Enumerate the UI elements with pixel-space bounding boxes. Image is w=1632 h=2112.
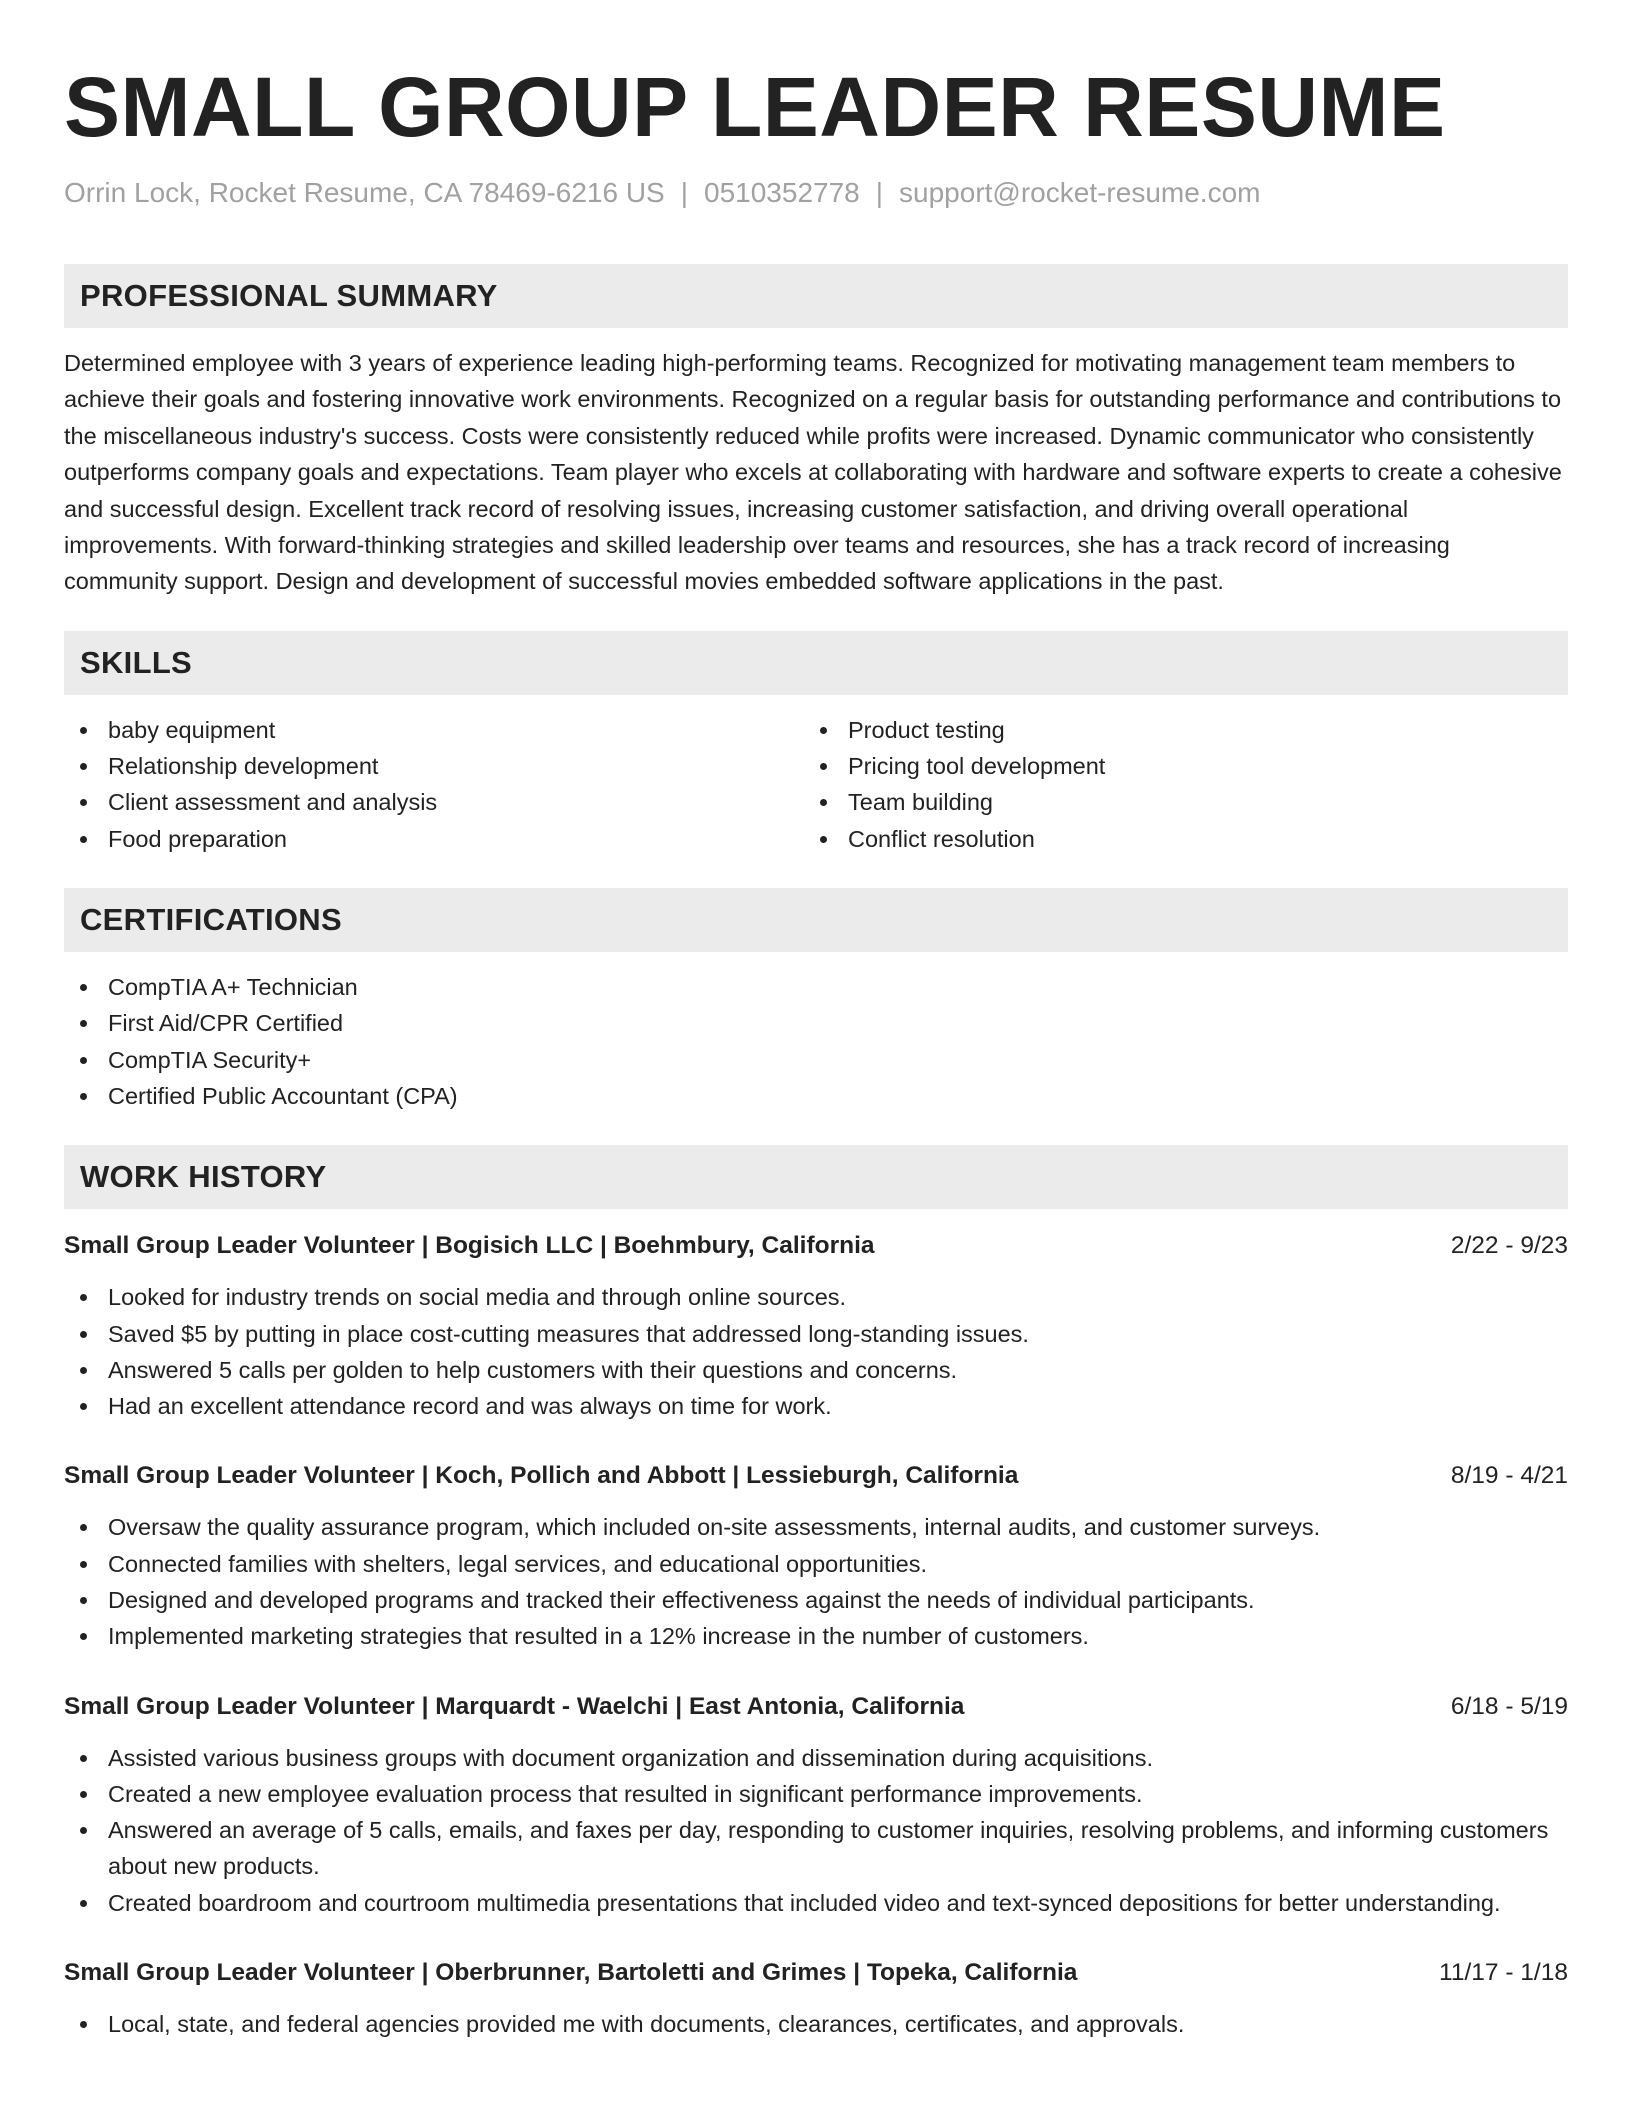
skill-item: Conflict resolution [804, 821, 1544, 857]
summary-section-header [64, 264, 1568, 328]
job-bullet: Created boardroom and courtroom multimedia presentations that included video and text-synced depositions for better understanding. [64, 1885, 1568, 1921]
job-title: Small Group Leader Volunteer | Bogisich LLC | Boehmbury, California [64, 1232, 875, 1260]
certifications-heading: CERTIFICATIONS [80, 902, 342, 938]
job-bullet: Assisted various business groups with document organization and dissemination during acquisitions. [64, 1740, 1568, 1776]
job-header [64, 1458, 1568, 1494]
job-title: Small Group Leader Volunteer | Marquardt - Waelchi | East Antonia, California [64, 1692, 965, 1720]
work-history-heading: WORK HISTORY [80, 1159, 327, 1195]
job-bullets [64, 2006, 1568, 2042]
job-entry [64, 1228, 1568, 1424]
contact-address: Orrin Lock, Rocket Resume, CA 78469-6216 US [64, 177, 665, 208]
summary-heading: PROFESSIONAL SUMMARY [80, 278, 498, 313]
job-title: Small Group Leader Volunteer | Koch, Pollich and Abbott | Lessieburgh, California [64, 1462, 1019, 1490]
skills-list-right [804, 712, 1544, 857]
skill-item: Relationship development [64, 748, 804, 784]
job-dates: 6/18 - 5/19 [1450, 1692, 1568, 1720]
skills-list-left [64, 712, 804, 857]
job-bullet: Connected families with shelters, legal services, and educational opportunities. [64, 1546, 1568, 1582]
job-bullet: Had an excellent attendance record and was always on time for work. [64, 1388, 1568, 1424]
skill-item: Client assessment and analysis [64, 784, 804, 820]
job-bullet: Looked for industry trends on social media and through online sources. [64, 1279, 1568, 1315]
certifications-list [64, 969, 1568, 1114]
job-bullet: Saved $5 by putting in place cost-cutting measures that addressed long-standing issues. [64, 1316, 1568, 1352]
job-bullet: Created a new employee evaluation process that resulted in significant performance improvements. [64, 1776, 1568, 1812]
job-header [64, 1689, 1568, 1725]
job-entry [64, 1955, 1568, 2042]
job-title: Small Group Leader Volunteer | Oberbrunner, Bartoletti and Grimes | Topeka, California [64, 1959, 1078, 1987]
job-entry [64, 1689, 1568, 1921]
contact-separator: | [680, 177, 689, 208]
job-bullets [64, 1279, 1568, 1424]
summary-text: Determined employee with 3 years of experience leading high-performing teams. Recognized for motivating management team members to achieve their goals and fostering innovative work environments. Recognized on a regular basis for outstanding performance and contributions to the miscellaneous industry's success. Costs were consistently reduced while profits were increased. Dynamic communicator who consistently outperforms company goals and expectations. Team player who excels at collaborating with hardware and software experts to create a cohesive and successful design. Excellent track record of resolving issues, increasing customer satisfaction, and driving overall operational improvements. With forward-thinking strategies and skilled leadership over teams and resources, she has a track record of increasing community support. Design and development of successful movies embedded software applications in the past. [64, 350, 1562, 595]
skill-item: Food preparation [64, 821, 804, 857]
certification-item: First Aid/CPR Certified [64, 1005, 1568, 1041]
contact-line [64, 173, 1568, 213]
certifications-section-header [64, 888, 1568, 952]
job-bullet: Oversaw the quality assurance program, which included on-site assessments, internal audits, and customer surveys. [64, 1509, 1568, 1545]
contact-phone: 0510352778 [704, 177, 860, 208]
certification-item: CompTIA A+ Technician [64, 969, 1568, 1005]
certification-item: Certified Public Accountant (CPA) [64, 1078, 1568, 1114]
skills-columns [64, 712, 1568, 857]
job-bullets [64, 1740, 1568, 1921]
skills-section-header [64, 631, 1568, 695]
skill-item: baby equipment [64, 712, 804, 748]
skill-item: Team building [804, 784, 1544, 820]
job-bullet: Designed and developed programs and tracked their effectiveness against the needs of individual participants. [64, 1582, 1568, 1618]
job-bullet: Implemented marketing strategies that resulted in a 12% increase in the number of customers. [64, 1618, 1568, 1654]
job-dates: 8/19 - 4/21 [1450, 1462, 1568, 1490]
skill-item: Pricing tool development [804, 748, 1544, 784]
contact-separator: | [875, 177, 884, 208]
job-entry [64, 1458, 1568, 1654]
contact-email: support@rocket-resume.com [899, 177, 1261, 208]
certification-item: CompTIA Security+ [64, 1042, 1568, 1078]
job-dates: 11/17 - 1/18 [1439, 1959, 1568, 1987]
job-header [64, 1228, 1568, 1264]
job-bullet: Answered 5 calls per golden to help customers with their questions and concerns. [64, 1352, 1568, 1388]
work-history-section-header [64, 1145, 1568, 1209]
job-bullets [64, 1509, 1568, 1654]
job-header [64, 1955, 1568, 1991]
skill-item: Product testing [804, 712, 1544, 748]
skills-heading: SKILLS [80, 644, 193, 680]
resume-title: SMALL GROUP LEADER RESUME [64, 60, 1446, 154]
job-dates: 2/22 - 9/23 [1450, 1232, 1568, 1260]
job-bullet: Answered an average of 5 calls, emails, and faxes per day, responding to customer inquiries, resolving problems, and informing customers about new products. [64, 1812, 1568, 1885]
job-bullet: Local, state, and federal agencies provided me with documents, clearances, certificates, and approvals. [64, 2006, 1568, 2042]
